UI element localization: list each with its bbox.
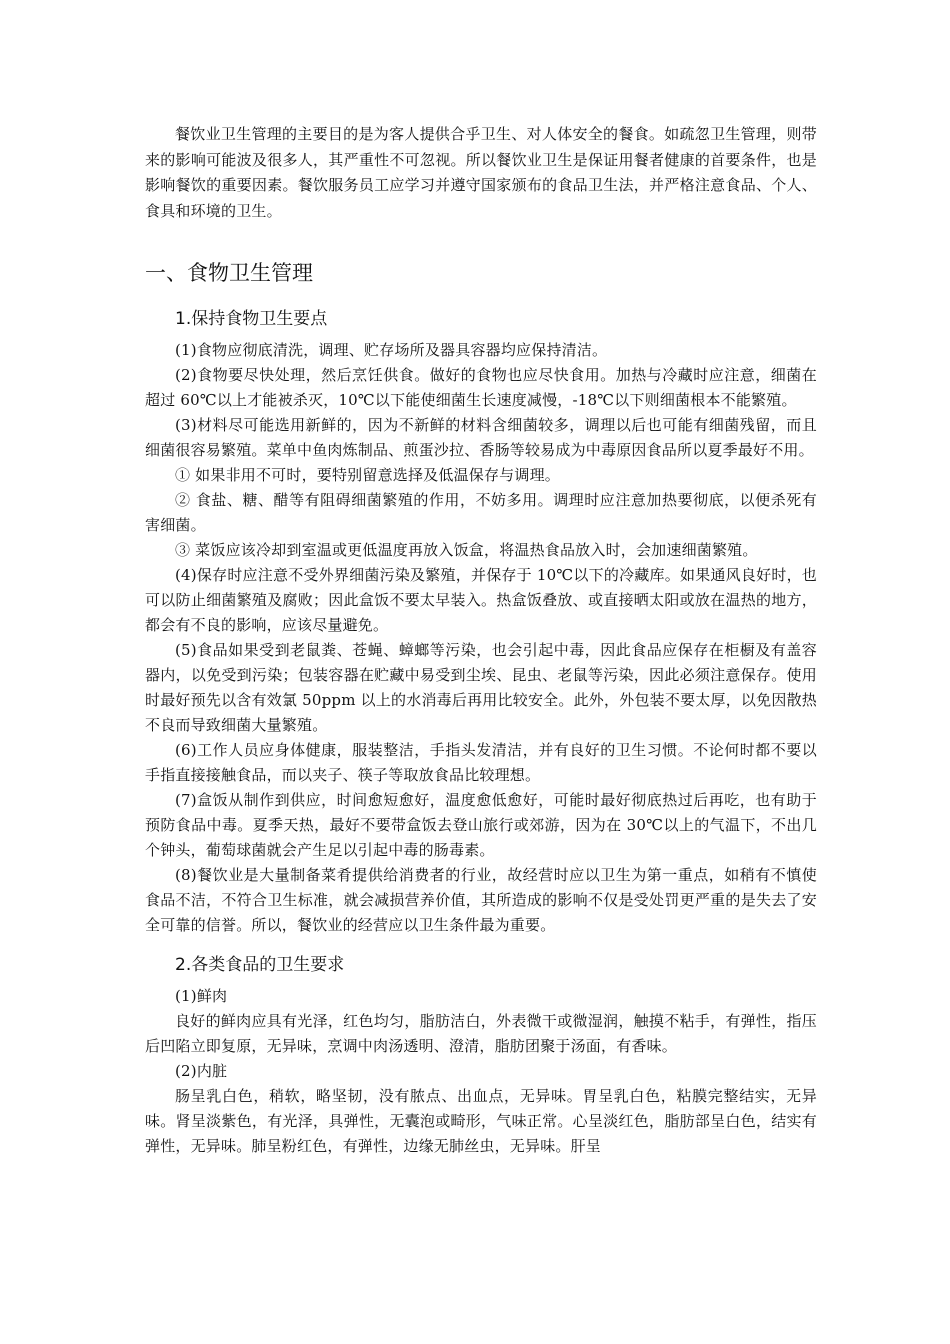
paragraph: (2)内脏 — [175, 1062, 228, 1080]
paragraph: (6)工作人员应身体健康，服装整洁，手指头发清洁，并有良好的卫生习惯。不论何时都不要以手指直接接触食品，而以夹子、筷子等取放食品比较理想。 — [145, 741, 817, 784]
paragraph: 良好的鲜肉应具有光泽，红色均匀，脂肪洁白，外表微干或微湿润，触摸不粘手，有弹性，指压后凹陷立即复原，无异味，烹调中肉汤透明、澄清，脂肪团聚于汤面，有香味。 — [145, 1012, 817, 1055]
paragraph: (1)食物应彻底清洗，调理、贮存场所及器具容器均应保持清洁。 — [175, 341, 608, 359]
paragraph: (5)食品如果受到老鼠粪、苍蝇、蟑螂等污染，也会引起中毒，因此食品应保存在柜橱及有盖容器内，以免受到污染；包装容器在贮藏中易受到尘埃、昆虫、老鼠等污染，因此必须注意保存。使用时最好预先以含有效氯 50ppm 以上的水消毒后再用比较安全。此外，外包装不要太厚，以免因散热不良而导致细菌大量繁殖。 — [145, 641, 817, 734]
paragraph: (2)食物要尽快处理，然后烹饪供食。做好的食物也应尽快食用。加热与冷藏时应注意，细菌在超过 60℃以上才能被杀灭，10℃以下能使细菌生长速度减慢，-18℃以下则细菌根本不能繁殖。 — [145, 366, 817, 409]
paragraph: (8)餐饮业是大量制备菜肴提供给消费者的行业，故经营时应以卫生为第一重点，如稍有不慎使食品不洁，不符合卫生标准，就会减损营养价值，其所造成的影响不仅是受处罚更严重的是失去了安全可靠的信誉。所以，餐饮业的经营应以卫生条件最为重要。 — [145, 866, 817, 934]
paragraph: ② 食盐、糖、醋等有阻碍细菌繁殖的作用，不妨多用。调理时应注意加热要彻底，以便杀死有害细菌。 — [145, 491, 817, 534]
food-requirements-body — [145, 984, 817, 1159]
subsection-heading-food-requirements: 2.各类食品的卫生要求 — [175, 955, 345, 975]
subsection-heading-key-points: 1.保持食物卫生要点 — [175, 309, 328, 329]
paragraph: (4)保存时应注意不受外界细菌污染及繁殖，并保存于 10℃以下的冷藏库。如果通风良好时，也可以防止细菌繁殖及腐败；因此盒饭不要太早装入。热盒饭叠放、或直接晒太阳或放在温热的地方，都会有不良的影响，应该尽量避免。 — [145, 566, 817, 634]
paragraph: (7)盒饭从制作到供应，时间愈短愈好，温度愈低愈好，可能时最好彻底热过后再吃，也有助于预防食品中毒。夏季天热，最好不要带盒饭去登山旅行或郊游，因为在 30℃以上的气温下，不出几个钟头，葡萄球菌就会产生足以引起中毒的肠毒素。 — [145, 791, 817, 859]
paragraph: ③ 菜饭应该冷却到室温或更低温度再放入饭盒，将温热食品放入时，会加速细菌繁殖。 — [175, 541, 758, 559]
paragraph: (1)鲜肉 — [175, 987, 228, 1005]
document-page — [145, 122, 817, 1159]
key-points-body — [145, 338, 817, 938]
section-heading-food-hygiene: 一、食物卫生管理 — [145, 261, 313, 285]
paragraph: 肠呈乳白色，稍软，略坚韧，没有脓点、出血点，无异味。胃呈乳白色，粘膜完整结实，无异味。肾呈淡紫色，有光泽，具弹性，无囊泡或畸形，气味正常。心呈淡红色，脂肪部呈白色，结实有弹性，无异味。肺呈粉红色，有弹性，边缘无肺丝虫，无异味。肝呈 — [145, 1087, 817, 1155]
paragraph: ① 如果非用不可时，要特别留意选择及低温保存与调理。 — [175, 466, 560, 484]
paragraph: (3)材料尽可能选用新鲜的，因为不新鲜的材料含细菌较多，调理以后也可能有细菌残留，而且细菌很容易繁殖。菜单中鱼肉炼制品、煎蛋沙拉、香肠等较易成为中毒原因食品所以夏季最好不用。 — [145, 416, 817, 459]
intro-section — [145, 122, 817, 224]
intro-paragraph: 餐饮业卫生管理的主要目的是为客人提供合乎卫生、对人体安全的餐食。如疏忽卫生管理，则带来的影响可能波及很多人，其严重性不可忽视。所以餐饮业卫生是保证用餐者健康的首要条件，也是影响餐饮的重要因素。餐饮服务员工应学习并遵守国家颁布的食品卫生法，并严格注意食品、个人、食具和环境的卫生。 — [145, 125, 817, 220]
